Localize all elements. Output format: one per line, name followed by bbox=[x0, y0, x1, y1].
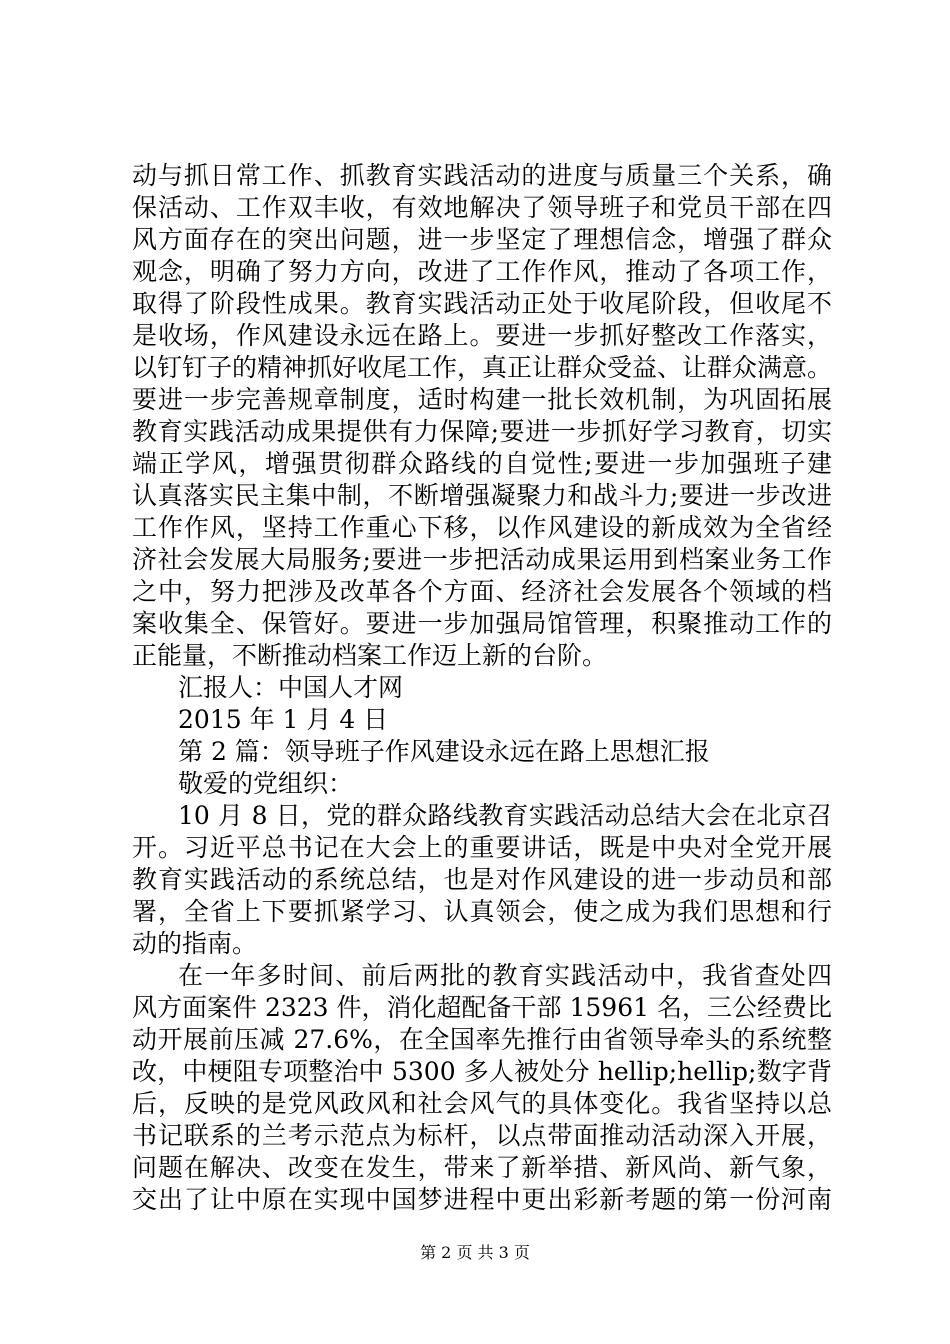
text-line: 观念，明确了努力方向，改进了工作作风，推动了各项工作， bbox=[132, 257, 832, 286]
text-line: 在一年多时间、前后两批的教育实践活动中，我省查处四 bbox=[178, 961, 832, 990]
text-line: 要进一步完善规章制度，适时构建一批长效机制，为巩固拓展 bbox=[132, 385, 832, 414]
text-line: 之中，努力把涉及改革各个方面、经济社会发展各个领域的档 bbox=[132, 577, 832, 606]
text-line: 开。习近平总书记在大会上的重要讲话，既是中央对全党开展 bbox=[132, 833, 832, 862]
text-line: 书记联系的兰考示范点为标杆，以点带面推动活动深入开展， bbox=[132, 1121, 832, 1150]
text-line: 保活动、工作双丰收，有效地解决了领导班子和党员干部在四 bbox=[132, 193, 832, 222]
text-line: 工作作风，坚持工作重心下移，以作风建设的新成效为全省经 bbox=[132, 513, 832, 542]
text-line: 10 月 8 日，党的群众路线教育实践活动总结大会在北京召 bbox=[178, 801, 832, 830]
text-line: 教育实践活动成果提供有力保障;要进一步抓好学习教育，切实 bbox=[132, 417, 832, 446]
text-line: 后，反映的是党风政风和社会风气的具体变化。我省坚持以总 bbox=[132, 1089, 832, 1118]
text-line: 风方面存在的突出问题，进一步坚定了理想信念，增强了群众 bbox=[132, 225, 832, 254]
text-line: 以钉钉子的精神抓好收尾工作，真正让群众受益、让群众满意。 bbox=[132, 353, 832, 382]
text-line: 取得了阶段性成果。教育实践活动正处于收尾阶段，但收尾不 bbox=[132, 289, 832, 318]
text-line: 敬爱的党组织： bbox=[178, 769, 354, 798]
page-footer: 第 2 页 共 3 页 bbox=[420, 1243, 530, 1262]
text-line: 问题在解决、改变在发生，带来了新举措、新风尚、新气象， bbox=[132, 1153, 832, 1182]
text-line: 改，中梗阻专项整治中 5300 多人被处分 hellip;hellip;数字背 bbox=[132, 1057, 832, 1086]
text-line: 2015 年 1 月 4 日 bbox=[178, 705, 389, 734]
text-line: 济社会发展大局服务;要进一步把活动成果运用到档案业务工作 bbox=[132, 545, 832, 574]
text-line: 交出了让中原在实现中国梦进程中更出彩新考题的第一份河南 bbox=[132, 1185, 832, 1214]
text-line: 动与抓日常工作、抓教育实践活动的进度与质量三个关系，确 bbox=[132, 161, 832, 190]
text-line: 正能量，不断推动档案工作迈上新的台阶。 bbox=[132, 641, 608, 670]
text-line: 第 2 篇：领导班子作风建设永远在路上思想汇报 bbox=[178, 737, 710, 766]
text-line: 动的指南。 bbox=[132, 929, 258, 958]
text-line: 汇报人：中国人才网 bbox=[178, 673, 404, 702]
text-line: 动开展前压减 27.6%，在全国率先推行由省领导牵头的系统整 bbox=[132, 1025, 832, 1054]
text-line: 教育实践活动的系统总结，也是对作风建设的进一步动员和部 bbox=[132, 865, 832, 894]
text-line: 署，全省上下要抓紧学习、认真领会，使之成为我们思想和行 bbox=[132, 897, 832, 926]
text-line: 是收场，作风建设永远在路上。要进一步抓好整改工作落实， bbox=[132, 321, 832, 350]
text-line: 风方面案件 2323 件，消化超配备干部 15961 名，三公经费比 bbox=[132, 993, 832, 1022]
document-body bbox=[132, 160, 832, 1216]
text-line: 认真落实民主集中制，不断增强凝聚力和战斗力;要进一步改进 bbox=[132, 481, 832, 510]
text-line: 端正学风，增强贯彻群众路线的自觉性;要进一步加强班子建 bbox=[132, 449, 832, 478]
text-line: 案收集全、保管好。要进一步加强局馆管理，积聚推动工作的 bbox=[132, 609, 832, 638]
